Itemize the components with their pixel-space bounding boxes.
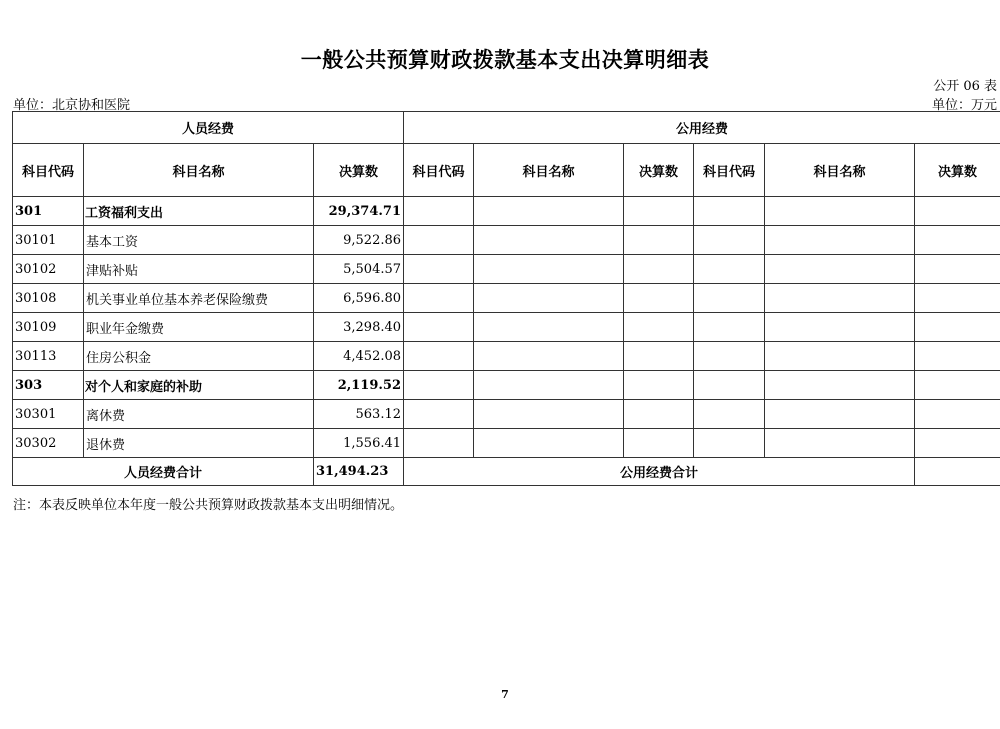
row-code: 30101 (13, 226, 84, 255)
personnel-group-header: 人员经费 (13, 112, 404, 144)
empty-cell (694, 342, 765, 371)
table-row (13, 284, 1000, 313)
row-name: 基本工资 (84, 226, 314, 255)
public-group-header: 公用经费 (404, 112, 1000, 144)
row-amount: 1,556.41 (314, 429, 404, 458)
empty-cell (404, 313, 474, 342)
empty-cell (624, 255, 694, 284)
empty-cell (765, 429, 915, 458)
empty-cell (474, 284, 624, 313)
col-header-code: 科目代码 (13, 144, 84, 197)
currency-unit: 单位：万元 (931, 98, 997, 113)
empty-cell (694, 400, 765, 429)
empty-cell (694, 197, 765, 226)
empty-cell (624, 226, 694, 255)
budget-detail-table (12, 111, 1000, 486)
empty-cell (474, 226, 624, 255)
empty-cell (694, 371, 765, 400)
empty-cell (404, 226, 474, 255)
empty-cell (915, 284, 1000, 313)
row-name: 退休费 (84, 429, 314, 458)
row-name: 离休费 (84, 400, 314, 429)
empty-cell (765, 342, 915, 371)
organization-unit: 单位：北京协和医院 (13, 98, 131, 113)
empty-cell (624, 371, 694, 400)
empty-cell (915, 197, 1000, 226)
total-row (13, 458, 1000, 486)
empty-cell (694, 429, 765, 458)
empty-cell (765, 255, 915, 284)
col-header-name: 科目名称 (84, 144, 314, 197)
empty-cell (404, 284, 474, 313)
row-amount: 6,596.80 (314, 284, 404, 313)
table-row (13, 429, 1000, 458)
empty-cell (624, 284, 694, 313)
empty-cell (765, 313, 915, 342)
col-header-amount: 决算数 (624, 144, 694, 197)
public-total-label: 公用经费合计 (404, 458, 915, 486)
table-row (13, 313, 1000, 342)
empty-cell (474, 400, 624, 429)
table-row (13, 197, 1000, 226)
personnel-total-amount: 31,494.23 (314, 458, 404, 486)
empty-cell (404, 197, 474, 226)
empty-cell (404, 255, 474, 284)
row-name: 工资福利支出 (84, 197, 314, 226)
empty-cell (694, 255, 765, 284)
empty-cell (624, 342, 694, 371)
row-amount: 3,298.40 (314, 313, 404, 342)
empty-cell (915, 429, 1000, 458)
empty-cell (694, 313, 765, 342)
row-amount: 563.12 (314, 400, 404, 429)
row-name: 对个人和家庭的补助 (84, 371, 314, 400)
empty-cell (765, 226, 915, 255)
row-code: 30301 (13, 400, 84, 429)
row-amount: 5,504.57 (314, 255, 404, 284)
empty-cell (915, 226, 1000, 255)
group-header-row (13, 112, 1000, 144)
col-header-code: 科目代码 (694, 144, 765, 197)
row-name: 住房公积金 (84, 342, 314, 371)
row-amount: 29,374.71 (314, 197, 404, 226)
row-amount: 4,452.08 (314, 342, 404, 371)
table-row (13, 371, 1000, 400)
empty-cell (915, 371, 1000, 400)
row-code: 30113 (13, 342, 84, 371)
empty-cell (915, 400, 1000, 429)
row-code: 30108 (13, 284, 84, 313)
empty-cell (765, 400, 915, 429)
empty-cell (765, 197, 915, 226)
col-header-name: 科目名称 (765, 144, 915, 197)
row-code: 30102 (13, 255, 84, 284)
col-header-code: 科目代码 (404, 144, 474, 197)
public-total-amount (915, 458, 1000, 486)
form-number: 公开 06 表 (933, 79, 997, 94)
empty-cell (624, 313, 694, 342)
personnel-total-label: 人员经费合计 (13, 458, 314, 486)
table-row (13, 400, 1000, 429)
empty-cell (474, 429, 624, 458)
empty-cell (404, 342, 474, 371)
empty-cell (474, 313, 624, 342)
row-name: 津贴补贴 (84, 255, 314, 284)
page-title: 一般公共预算财政拨款基本支出决算明细表 (300, 48, 710, 72)
empty-cell (624, 400, 694, 429)
empty-cell (404, 429, 474, 458)
empty-cell (474, 197, 624, 226)
col-header-amount: 决算数 (314, 144, 404, 197)
empty-cell (915, 255, 1000, 284)
empty-cell (694, 226, 765, 255)
column-header-row (13, 144, 1000, 197)
footnote: 注：本表反映单位本年度一般公共预算财政拨款基本支出明细情况。 (13, 498, 404, 513)
empty-cell (765, 371, 915, 400)
empty-cell (765, 284, 915, 313)
row-code: 301 (13, 197, 84, 226)
table-row (13, 226, 1000, 255)
empty-cell (694, 284, 765, 313)
empty-cell (915, 342, 1000, 371)
row-code: 303 (13, 371, 84, 400)
row-amount: 9,522.86 (314, 226, 404, 255)
row-name: 职业年金缴费 (84, 313, 314, 342)
row-code: 30109 (13, 313, 84, 342)
empty-cell (474, 255, 624, 284)
empty-cell (624, 197, 694, 226)
table-row (13, 342, 1000, 371)
row-name: 机关事业单位基本养老保险缴费 (84, 284, 314, 313)
empty-cell (404, 400, 474, 429)
empty-cell (624, 429, 694, 458)
col-header-name: 科目名称 (474, 144, 624, 197)
table-row (13, 255, 1000, 284)
empty-cell (474, 342, 624, 371)
empty-cell (474, 371, 624, 400)
row-code: 30302 (13, 429, 84, 458)
empty-cell (404, 371, 474, 400)
row-amount: 2,119.52 (314, 371, 404, 400)
empty-cell (915, 313, 1000, 342)
page-number: 7 (501, 688, 509, 701)
col-header-amount: 决算数 (915, 144, 1000, 197)
